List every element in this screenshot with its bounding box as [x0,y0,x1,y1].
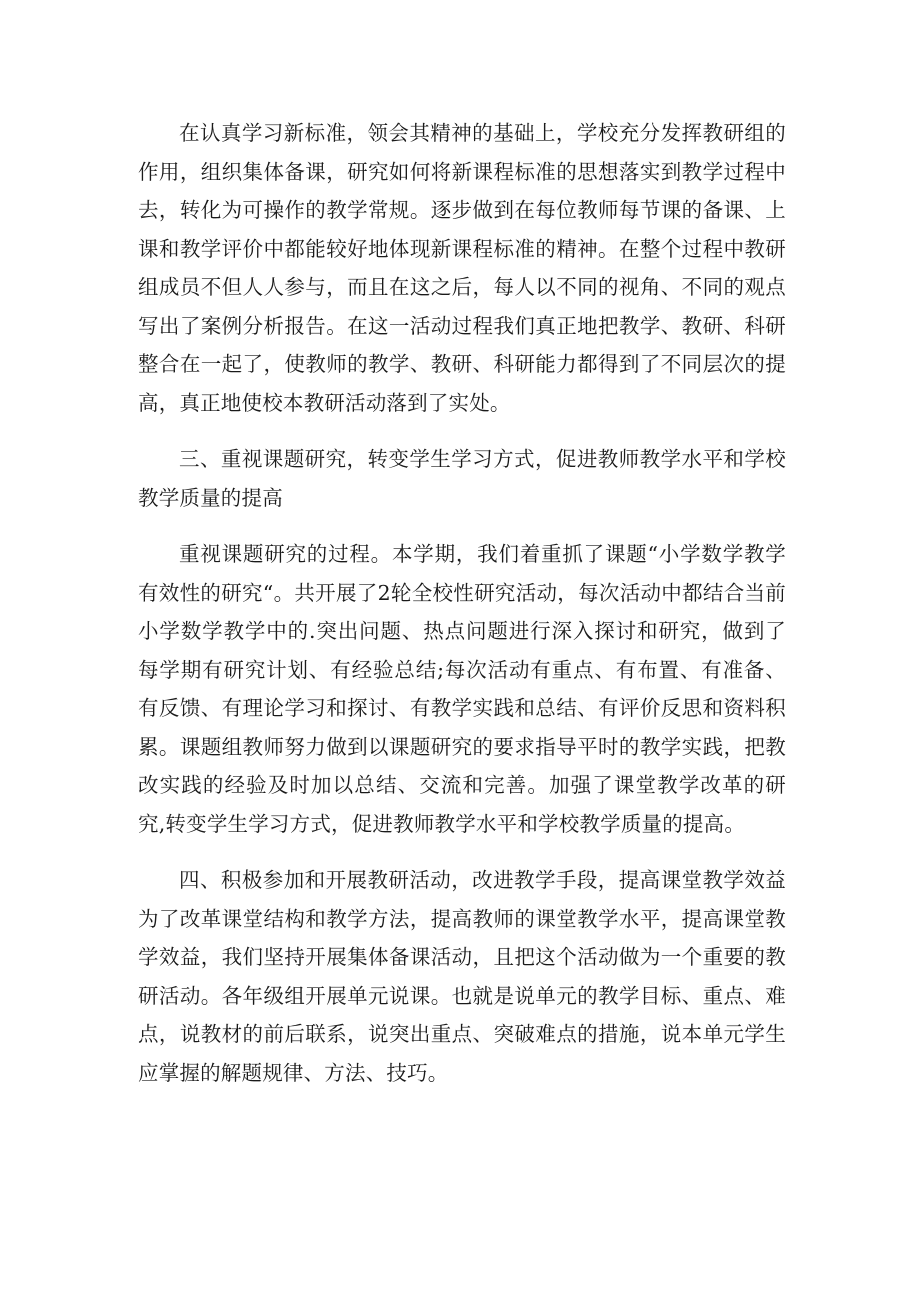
document-page [138,114,786,1110]
paragraph-collective-lesson-prep: 在认真学习新标准，领会其精神的基础上，学校充分发挥教研组的作用，组织集体备课，研究如何将新课程标准的思想落实到教学过程中去，转化为可操作的教学常规。逐步做到在每位教师每节课的备课、上课和教学评价中都能较好地体现新课程标准的精神。在整个过程中教研组成员不但人人参与，而且在这之后，每人以不同的视角、不同的观点写出了案例分析报告。在这一活动过程我们真正地把教学、教研、科研整合在一起了，使教师的教学、教研、科研能力都得到了不同层次的提高，真正地使校本教研活动落到了实处。 [138,121,786,415]
section-heading-three: 三、重视课题研究，转变学生学习方式，促进教师教学水平和学校教学质量的提高 [138,447,786,510]
section-heading-four: 四、积极参加和开展教研活动，改进教学手段，提高课堂教学效益为了改革课堂结构和教学方法，提高教师的课堂教学水平，提高课堂教学效益，我们坚持开展集体备课活动，且把这个活动做为一个重要的教研活动。各年级组开展单元说课。也就是说单元的教学目标、重点、难点，说教材的前后联系，说突出重点、突破难点的措施，说本单元学生应掌握的解题规律、方法、技巧。 [138,868,786,1085]
paragraph-research-project: 重视课题研究的过程。本学期，我们着重抓了课题“小学数学教学有效性的研究“。共开展了2轮全校性研究活动，每次活动中都结合当前小学数学教学中的.突出问题、热点问题进行深入探讨和研究，做到了每学期有研究计划、有经验总结;每次活动有重点、有布置、有准备、有反馈、有理论学习和探讨、有教学实践和总结、有评价反思和资料积累。课题组教师努力做到以课题研究的要求指导平时的教学实践，把教改实践的经验及时加以总结、交流和完善。加强了课堂教学改革的研究,转变学生学习方式，促进教师教学水平和学校教学质量的提高。 [138,542,786,836]
